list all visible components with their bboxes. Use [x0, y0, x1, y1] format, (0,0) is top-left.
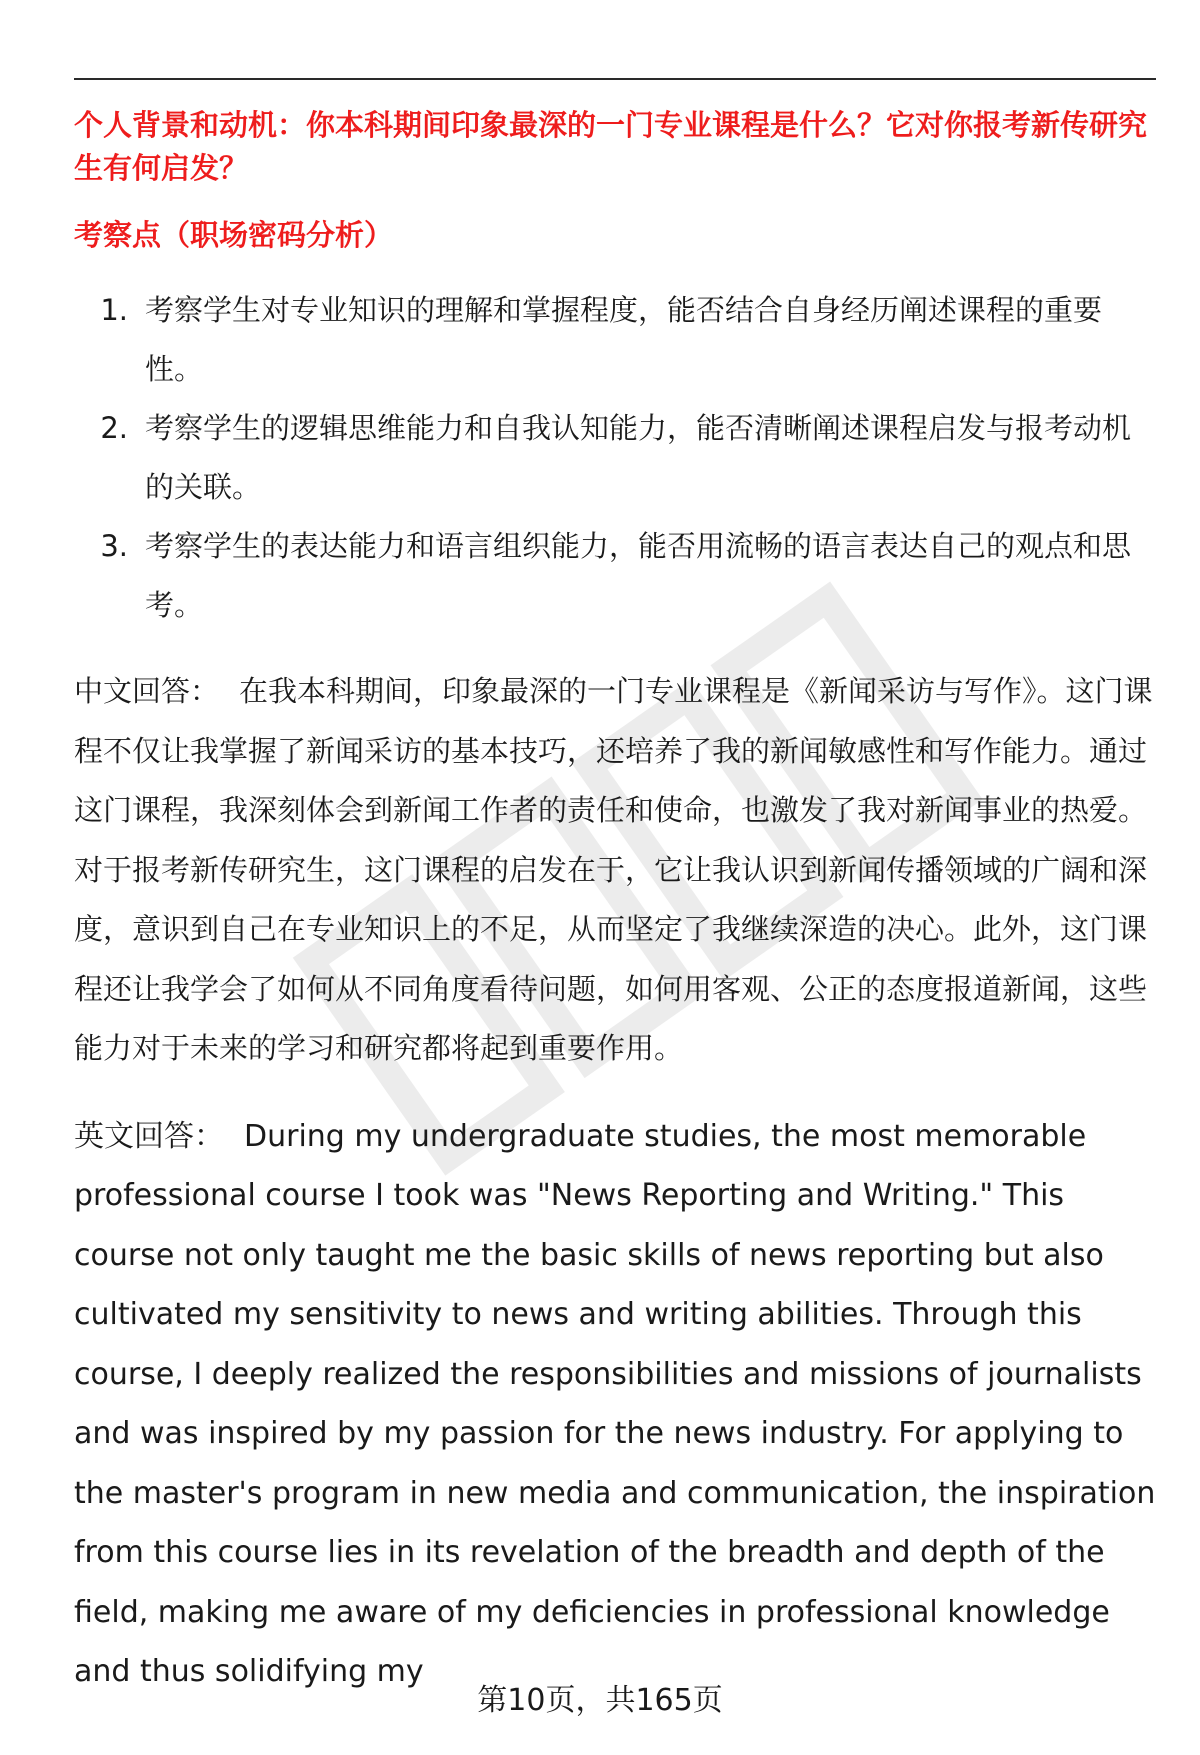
list-number: 3. — [100, 529, 128, 563]
list-item-text: 考察学生对专业知识的理解和掌握程度，能否结合自身经历阐述课程的重要性。 — [145, 293, 1103, 386]
section-title: 考察点（职场密码分析） — [74, 218, 394, 252]
list-item-text: 考察学生的逻辑思维能力和自我认知能力，能否清晰阐述课程启发与报考动机的关联。 — [145, 411, 1132, 504]
top-divider — [74, 78, 1156, 80]
assessment-points-list — [74, 281, 1156, 635]
question-heading: 个人背景和动机：你本科期间印象最深的一门专业课程是什么？它对你报考新传研究生有何启发？ — [74, 108, 1148, 185]
list-item — [74, 399, 1156, 517]
list-item-text: 考察学生的表达能力和语言组织能力，能否用流畅的语言表达自己的观点和思考。 — [145, 529, 1132, 622]
english-answer-text: During my undergraduate studies, the most memorable professional course I took was "News Reporting and Writing." This course not only taught me the basic skills of news reporting but also cultivated my sensitivity to news and writing abilities. Through this course, I deeply realized the responsibilities and missions of journalists and was inspired by my passion for the news industry. For applying to the master's program in new media and communication, the inspiration from this course lies in its revelation of the breadth and depth of the field, making me aware of my deficiencies in professional knowledge and thus solidifying my — [74, 1118, 1156, 1689]
list-item — [74, 281, 1156, 399]
page-number-footer: 第10页，共165页 — [477, 1683, 723, 1718]
main-content — [74, 104, 1156, 1702]
list-number: 1. — [100, 293, 128, 327]
list-item — [74, 517, 1156, 635]
chinese-answer-label: 中文回答： — [74, 674, 220, 708]
english-answer-label: 英文回答： — [74, 1118, 224, 1154]
chinese-answer-text: 在我本科期间，印象最深的一门专业课程是《新闻采访与写作》。这门课程不仅让我掌握了新闻采访的基本技巧，还培养了我的新闻敏感性和写作能力。通过这门课程，我深刻体会到新闻工作者的责任和使命，也激发了我对新闻事业的热爱。对于报考新传研究生，这门课程的启发在于，它让我认识到新闻传播领域的广阔和深度，意识到自己在专业知识上的不足，从而坚定了我继续深造的决心。此外，这门课程还让我学会了如何从不同角度看待问题，如何用客观、公正的态度报道新闻，这些能力对于未来的学习和研究都将起到重要作用。 — [74, 674, 1153, 1065]
english-answer-paragraph — [74, 1107, 1156, 1702]
chinese-answer-paragraph — [74, 662, 1156, 1079]
list-number: 2. — [100, 411, 128, 445]
